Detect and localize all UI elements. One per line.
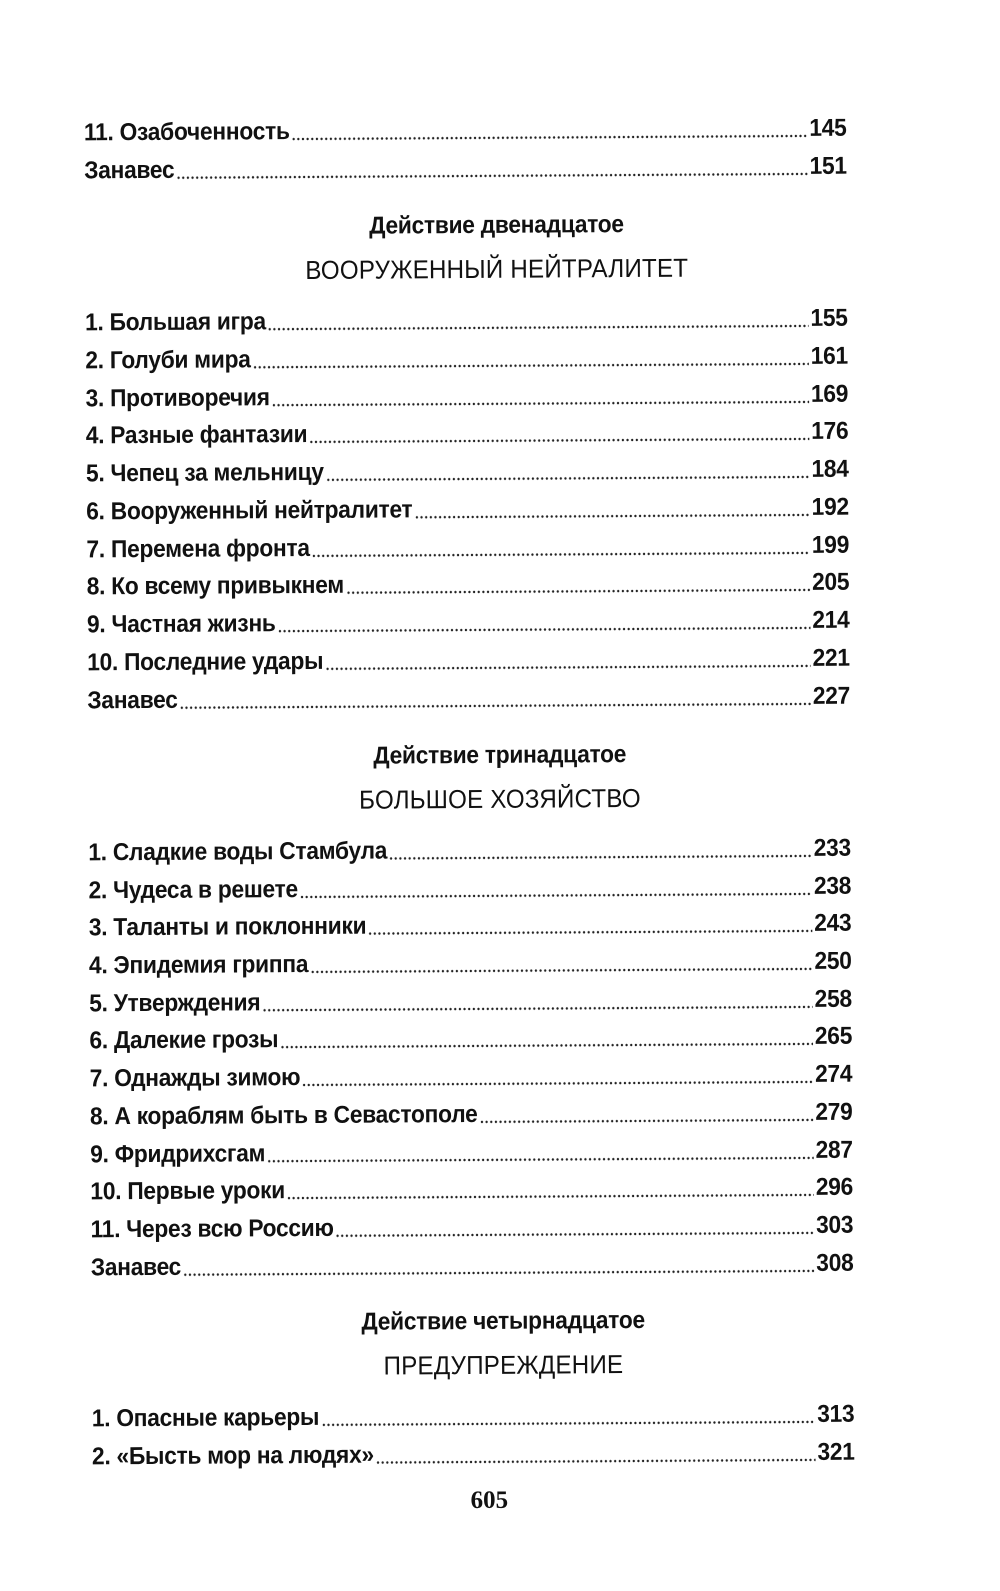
toc-entry: [87, 602, 850, 641]
toc-entry: [86, 527, 849, 566]
entry-title: 10. Последние удары: [87, 647, 324, 677]
toc-entry: [88, 868, 851, 907]
entry-title: 7. Однажды зимою: [89, 1064, 301, 1093]
toc-entry: [90, 1132, 853, 1171]
leader-dots: [302, 1080, 813, 1087]
toc-entry: [92, 1434, 855, 1473]
toc-entry: [87, 678, 850, 717]
entry-page: 155: [810, 304, 848, 332]
leader-dots: [312, 551, 810, 558]
entry-page: 265: [814, 1022, 853, 1050]
toc-entry: [85, 338, 848, 377]
entry-page: 274: [815, 1060, 853, 1088]
act-label: Действие четырнадцатое: [361, 1306, 645, 1336]
entry-page: 303: [815, 1211, 854, 1239]
leader-dots: [346, 588, 810, 595]
entry-page: 250: [814, 947, 852, 975]
entry-page: 313: [817, 1400, 855, 1428]
entry-page: 233: [813, 834, 851, 862]
entry-page: 184: [811, 455, 849, 483]
leader-dots: [389, 854, 812, 861]
toc-entry: [86, 451, 849, 490]
toc-entry: [88, 830, 851, 869]
toc-entry: [85, 376, 848, 415]
toc-entry: [87, 640, 850, 679]
act-label: Действие двенадцатое: [369, 211, 624, 240]
entry-title: 9. Фридрихсгам: [90, 1140, 266, 1169]
entry-page: 296: [815, 1173, 854, 1201]
leader-dots: [292, 134, 808, 141]
toc-entry: [85, 300, 848, 339]
toc-entry: [87, 564, 850, 603]
toc-entry: [91, 1207, 854, 1246]
entry-title: 11. Озабоченность: [83, 118, 290, 147]
leader-dots: [310, 967, 812, 974]
leader-dots: [267, 1156, 814, 1163]
leader-dots: [309, 437, 809, 444]
entry-title: 6. Далекие грозы: [89, 1026, 279, 1055]
entry-page: 287: [815, 1136, 853, 1164]
act-label: Действие тринадцатое: [373, 741, 627, 770]
entry-page: 238: [813, 872, 852, 900]
entry-title: 1. Сладкие воды Стамбула: [88, 837, 388, 867]
leader-dots: [183, 1269, 815, 1277]
leader-dots: [252, 362, 808, 369]
entry-title: 7. Перемена фронта: [86, 534, 310, 564]
entry-title: Занавес: [84, 156, 175, 185]
entry-page: 176: [811, 417, 849, 445]
entry-title: 2. «Бысть мор на людях»: [91, 1441, 374, 1471]
entry-title: 2. Голуби мира: [85, 346, 251, 375]
toc-entry: [92, 1396, 855, 1435]
entry-page: 221: [812, 644, 850, 672]
entry-title: 1. Опасные карьеры: [91, 1403, 320, 1433]
toc-entry: [84, 148, 847, 187]
toc-entry: [84, 110, 847, 149]
section-heading: ПРЕДУПРЕЖДЕНИЕ: [383, 1349, 624, 1381]
toc-entry: [86, 489, 849, 528]
leader-dots: [321, 1420, 815, 1427]
entry-page: 321: [817, 1438, 855, 1466]
entry-page: 205: [812, 568, 850, 596]
leader-dots: [479, 1118, 813, 1124]
entry-title: 1. Большая игра: [84, 308, 266, 337]
toc-entry: [89, 905, 852, 944]
leader-dots: [272, 400, 810, 407]
toc-entry: [89, 981, 852, 1020]
entry-title: 9. Частная жизнь: [86, 610, 276, 639]
leader-dots: [176, 172, 808, 180]
entry-title: 3. Таланты и поклонники: [88, 912, 367, 942]
toc-entry: [86, 413, 849, 452]
toc-entry: [90, 1056, 853, 1095]
section-heading: ВООРУЖЕННЫЙ НЕЙТРАЛИТЕТ: [305, 252, 689, 285]
leader-dots: [336, 1231, 815, 1238]
toc-entry: [91, 1245, 854, 1284]
entry-title: 5. Утверждения: [89, 989, 261, 1018]
entry-title: 3. Противоречия: [85, 384, 270, 413]
entry-page: 192: [811, 493, 849, 521]
toc-entry: [89, 943, 852, 982]
entry-title: 10. Первые уроки: [90, 1177, 286, 1206]
toc-entry: [89, 1018, 852, 1057]
entry-title: Занавес: [90, 1253, 182, 1282]
entry-page: 199: [811, 531, 850, 559]
entry-page: 279: [815, 1098, 853, 1126]
entry-title: 4. Эпидемия гриппа: [88, 950, 309, 980]
leader-dots: [368, 929, 812, 936]
leader-dots: [376, 1458, 816, 1465]
entry-page: 214: [812, 606, 850, 634]
entry-title: 8. А кораблям быть в Севастополе: [89, 1100, 478, 1131]
leader-dots: [179, 702, 811, 710]
toc-entry: [90, 1169, 853, 1208]
leader-dots: [262, 1005, 813, 1012]
entry-page: 169: [810, 380, 849, 408]
toc-entry: [90, 1094, 853, 1133]
entry-page: 308: [816, 1249, 854, 1277]
entry-title: Занавес: [87, 686, 178, 715]
entry-page: 145: [809, 114, 847, 142]
entry-page: 161: [810, 342, 848, 370]
entry-page: 151: [809, 152, 847, 180]
leader-dots: [287, 1193, 814, 1200]
leader-dots: [280, 1042, 813, 1049]
entry-title: 6. Вооруженный нейтралитет: [86, 496, 413, 526]
leader-dots: [414, 513, 810, 519]
entry-title: 8. Ко всему привыкнем: [86, 571, 344, 601]
leader-dots: [268, 324, 809, 331]
leader-dots: [325, 664, 811, 671]
entry-title: 11. Через всю Россию: [90, 1214, 334, 1244]
entry-title: 2. Чудеса в решете: [88, 876, 298, 905]
entry-title: 5. Чепец за мельницу: [85, 458, 324, 488]
entry-page: 243: [814, 909, 852, 937]
page-number: 605: [470, 1486, 509, 1515]
leader-dots: [326, 475, 810, 482]
leader-dots: [300, 892, 812, 899]
entry-page: 258: [814, 985, 852, 1013]
entry-page: 227: [812, 682, 851, 710]
section-heading: БОЛЬШОЕ ХОЗЯЙСТВО: [359, 782, 641, 815]
leader-dots: [278, 626, 811, 633]
entry-title: 4. Разные фантазии: [85, 420, 308, 450]
